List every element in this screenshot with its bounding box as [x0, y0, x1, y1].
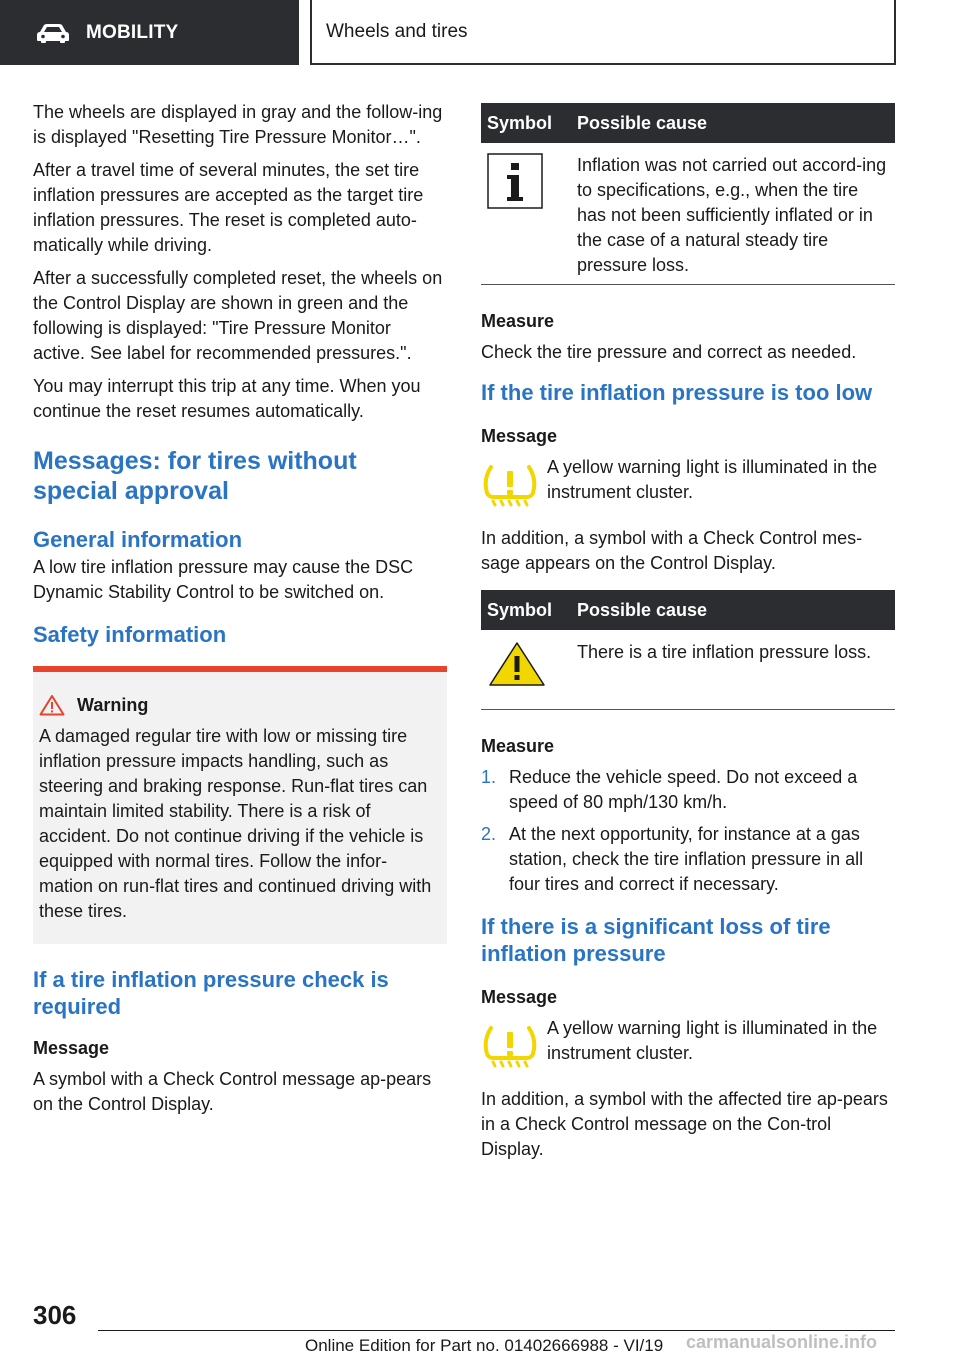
measure-label: Measure — [481, 736, 555, 756]
table-header-possible-cause: Possible cause — [571, 590, 895, 630]
paragraph: A symbol with a Check Control message ap‐pears on the Control Display. — [33, 1069, 432, 1114]
warning-title: Warning — [77, 694, 149, 715]
footer-divider — [98, 1330, 895, 1331]
measure-label: Measure — [481, 311, 555, 331]
chapter-title: Wheels and tires — [310, 0, 896, 65]
heading-too-low: If the tire inflation pressure is too low — [481, 380, 873, 405]
table-header-possible-cause: Possible cause — [571, 103, 895, 143]
paragraph: A low tire inflation pressure may cause the DSC Dynamic Stability Control to be switched on. — [33, 557, 414, 602]
paragraph: After a travel time of several minutes, the set tire inflation pressures are accepted as the target tire inflation pressures. The reset is completed auto‐matically while driving. — [33, 160, 424, 255]
heading-general-information: General information — [33, 527, 243, 552]
message-row — [481, 455, 895, 512]
table-cell-cause: There is a tire inflation pressure loss. — [571, 630, 895, 710]
car-icon — [36, 23, 70, 43]
heading-significant-loss: If there is a significant loss of tire inflation pressure — [481, 914, 831, 966]
right-column — [481, 103, 895, 1170]
header-section-tab — [0, 0, 299, 65]
section-title: MOBILITY — [86, 21, 179, 43]
heading-check-required: If a tire inflation pressure check is required — [33, 967, 389, 1019]
warning-triangle-icon — [39, 694, 65, 716]
symbol-table-1 — [481, 103, 895, 285]
heading-safety-information: Safety information — [33, 622, 227, 647]
message-label: Message — [481, 987, 558, 1007]
footer-watermark: carmanualsonline.info — [686, 1332, 878, 1352]
list-item — [481, 822, 895, 897]
message-label: Message — [33, 1038, 110, 1058]
info-icon — [487, 153, 543, 209]
warning-triangle-yellow-icon — [487, 640, 547, 688]
table-row — [481, 143, 895, 285]
measure-steps — [481, 765, 895, 897]
warning-text: A damaged regular tire with low or missing tire inflation pressure impacts handling, such as steering and braking response. Run-flat tires can maintain limited stability. There is a risk of accident. Do not continue driving if the vehicle is equipped with normal tires. Follow the infor‐mation on run-flat tires and continued driving with these tires. — [39, 726, 432, 921]
paragraph: You may interrupt this trip at any time. When you continue the reset resumes automatically. — [33, 376, 421, 421]
step-number: 1. — [481, 767, 497, 787]
paragraph: In addition, a symbol with a Check Control mes‐sage appears on the Control Display. — [481, 528, 863, 573]
paragraph: Check the tire pressure and correct as needed. — [481, 342, 857, 362]
tire-pressure-warning-icon — [481, 463, 539, 507]
list-item — [481, 765, 895, 815]
paragraph: After a successfully completed reset, the wheels on the Control Display are shown in green and the following is displayed: "Tire Pressure Monitor active. See label for recommended pressures.". — [33, 268, 443, 363]
message-text: A yellow warning light is illuminated in the instrument cluster. — [547, 457, 878, 502]
table-header-symbol: Symbol — [481, 590, 571, 630]
paragraph: In addition, a symbol with the affected tire ap‐pears in a Check Control message on the Con‐trol Display. — [481, 1089, 888, 1159]
paragraph: The wheels are displayed in gray and the follow‐ing is displayed "Resetting Tire Pressure Monitor…". — [33, 102, 443, 147]
step-text: At the next opportunity, for instance at a gas station, check the tire inflation pressure in all four tires and correct if necessary. — [509, 824, 864, 894]
table-row — [481, 630, 895, 710]
page-number: 306 — [33, 1300, 77, 1330]
footer-edition: Online Edition for Part no. 01402666988 - VI/19 — [305, 1336, 664, 1355]
left-column — [33, 100, 447, 1125]
table-header-symbol: Symbol — [481, 103, 571, 143]
message-row — [481, 1016, 895, 1073]
message-label: Message — [481, 426, 558, 446]
heading-messages: Messages: for tires without special approval — [33, 447, 357, 505]
table-cell-cause: Inflation was not carried out accord‐ing to specifications, e.g., when the tire has not been sufficiently inflated or in the case of a natural steady tire pressure loss. — [571, 143, 895, 285]
tire-pressure-warning-icon — [481, 1024, 539, 1068]
step-number: 2. — [481, 824, 497, 844]
warning-header — [39, 694, 437, 716]
message-text: A yellow warning light is illuminated in the instrument cluster. — [547, 1018, 878, 1063]
step-text: Reduce the vehicle speed. Do not exceed a speed of 80 mph/130 km/h. — [509, 767, 858, 812]
warning-box — [33, 666, 447, 944]
symbol-table-2 — [481, 590, 895, 710]
